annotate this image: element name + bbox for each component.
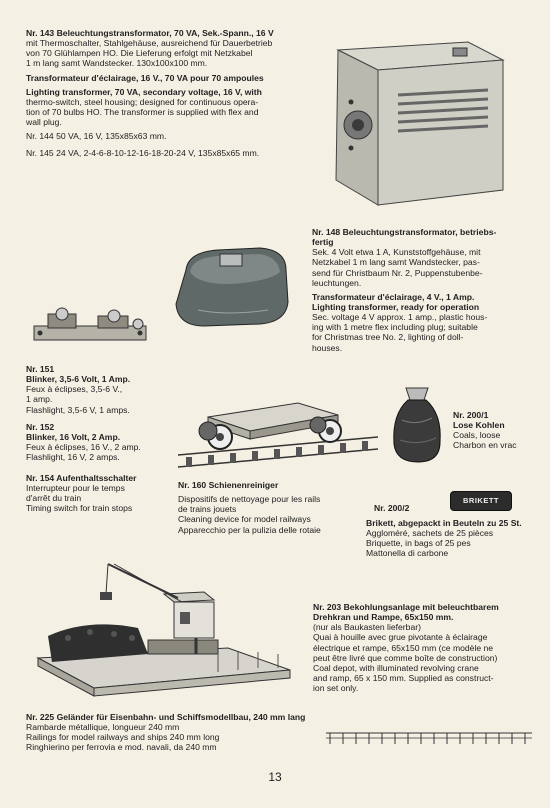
- item-148-line: Sek. 4 Volt etwa 1 A, Kunststoffgehäuse, mit: [312, 247, 481, 258]
- item-160-english: Cleaning device for model railways: [178, 514, 311, 525]
- item-154-heading: Nr. 154 Aufenthaltsschalter: [26, 473, 137, 483]
- item-143-line: mit Thermoschalter, Stahlgehäuse, ausreichend für Dauerbetrieb: [26, 38, 273, 49]
- item-225-english: Railings for model railways and ships 240 mm long: [26, 732, 220, 743]
- item-200-1-text: [453, 410, 543, 451]
- item-203-heading: Drehkran und Rampe, 65x150 mm.: [313, 612, 454, 623]
- item-225-italian: Ringhierino per ferrovia e mod. navali, da 240 mm: [26, 742, 217, 753]
- item-148-heading: fertig: [312, 237, 334, 248]
- item-200-2-french: Aggloméré, sachets de 25 pièces: [366, 528, 494, 539]
- item-203-english: Coal depot, with illuminated revolving crane: [313, 662, 479, 673]
- item-203-note: (nur als Baukasten lieferbar): [313, 622, 421, 633]
- item-148-line: send für Christbaum Nr. 2, Puppenstubenbe-: [312, 267, 483, 278]
- item-160-italian: Apparecchio per la pulizia delle rotaie: [178, 524, 321, 535]
- item-152-number: Nr. 152: [26, 422, 55, 432]
- item-151-french: 1 amp.: [26, 394, 53, 405]
- blinker-switch-image: [28, 300, 152, 350]
- item-148-line: leuchtungen.: [312, 277, 362, 288]
- item-203-english: ion set only.: [313, 683, 359, 694]
- transformer-143-image: [318, 30, 518, 220]
- item-144-variant: Nr. 144 50 VA, 16 V, 135x85x63 mm.: [26, 131, 167, 142]
- brikett-label: BRIKETT: [463, 496, 499, 505]
- item-151-heading: Blinker, 3,5-6 Volt, 1 Amp.: [26, 374, 131, 385]
- item-200-2-text: [366, 518, 546, 559]
- item-143-heading: Nr. 143 Beleuchtungstransformator, 70 VA, Sek.-Spann., 16 V: [26, 28, 274, 38]
- item-200-2-german: Brikett, abgepackt in Beuteln zu 25 St.: [366, 518, 522, 528]
- item-143-english: thermo-switch, steel housing; designed for continuous opera-: [26, 96, 259, 107]
- item-143-english: wall plug.: [26, 117, 62, 128]
- railing-image: [326, 730, 532, 746]
- item-151-text: [26, 364, 186, 415]
- item-200-1-french: Charbon en vrac: [453, 440, 517, 451]
- item-151-french: Feux à éclipses, 3,5-6 V.,: [26, 384, 123, 395]
- item-200-1-german: Lose Kohlen: [453, 420, 505, 431]
- item-143-line: 1 m lang samt Wandstecker. 130x100x100 mm.: [26, 58, 208, 69]
- item-203-text: [313, 602, 541, 693]
- item-160-text: [178, 480, 373, 535]
- item-148-french: Transformateur d'éclairage, 4 V., 1 Amp.: [312, 291, 475, 302]
- item-148-english: for Christmas tree No. 2, lighting of doll-: [312, 332, 464, 343]
- item-160-heading: Nr. 160 Schienenreiniger: [178, 480, 279, 490]
- item-143-line: von 70 Glühlampen HO. Die Lieferung erfolgt mit Netzkabel: [26, 48, 253, 59]
- item-200-1-english: Coals, loose: [453, 430, 501, 441]
- item-151-number: Nr. 151: [26, 364, 55, 374]
- item-160-french: Dispositifs de nettoyage pour les rails: [178, 494, 321, 505]
- item-154-french: d'arrêt du train: [26, 493, 82, 504]
- item-148-english: Lighting transformer, ready for operation: [312, 301, 480, 312]
- item-145-variant: Nr. 145 24 VA, 2-4-6-8-10-12-16-18-20-24 V, 135x85x65 mm.: [26, 148, 260, 159]
- item-160-french: de trains jouets: [178, 504, 237, 515]
- item-200-1-number: Nr. 200/1: [453, 410, 489, 420]
- brikett-packet-image: [450, 491, 512, 511]
- item-148-text: [312, 227, 532, 353]
- item-143-french: Transformateur d'éclairage, 16 V., 70 VA pour 70 ampoules: [26, 72, 264, 83]
- item-148-english: Sec. voltage 4 V approx. 1 amp., plastic hous-: [312, 312, 488, 323]
- rail-cleaner-image: [178, 375, 378, 475]
- item-154-text: [26, 473, 196, 514]
- item-200-2-number: Nr. 200/2: [374, 503, 410, 513]
- item-203-french: peut être livré que comme boîte de construction): [313, 652, 498, 663]
- item-225-heading: Nr. 225 Geländer für Eisenbahn- und Schiffsmodellbau, 240 mm lang: [26, 712, 306, 722]
- item-203-french: électrique et rampe, 65x150 mm (ce modèle ne: [313, 642, 494, 653]
- page-number: 13: [268, 770, 282, 784]
- transformer-148-image: [168, 240, 296, 332]
- item-203-heading: Nr. 203 Bekohlungsanlage mit beleuchtbarem: [313, 602, 499, 612]
- item-143-text: [26, 28, 316, 159]
- item-152-french: Feux à éclipses, 16 V., 2 amp.: [26, 442, 141, 453]
- item-148-english: ing with 1 metre flex including plug; suitable: [312, 322, 478, 333]
- item-225-french: Rambarde métallique, longueur 240 mm: [26, 722, 180, 733]
- item-225-text: [26, 712, 356, 753]
- item-154-french: Interrupteur pour le temps: [26, 483, 125, 494]
- item-203-french: Quai à houille avec grue pivotante à éclairage: [313, 632, 488, 643]
- item-154-english: Timing switch for train stops: [26, 503, 133, 514]
- item-151-english: Flashlight, 3,5-6 V, 1 amps.: [26, 404, 130, 415]
- item-152-english: Flashlight, 16 V, 2 amps.: [26, 452, 120, 463]
- coal-bag-image: [388, 384, 446, 464]
- item-143-english: tion of 70 bulbs HO. The transformer is supplied with flex and: [26, 106, 259, 117]
- item-152-heading: Blinker, 16 Volt, 2 Amp.: [26, 432, 121, 443]
- item-148-line: Netzkabel 1 m lang samt Wandstecker, pas-: [312, 257, 480, 268]
- item-148-english: houses.: [312, 342, 343, 353]
- item-200-2-english: Briquette, in bags of 25 pes: [366, 538, 471, 549]
- item-203-english: and ramp, 65 x 150 mm. Supplied as construct-: [313, 672, 494, 683]
- item-143-english: Lighting transformer, 70 VA, secondary voltage, 16 V, with: [26, 86, 262, 97]
- coal-depot-crane-image: [28, 558, 308, 700]
- item-148-heading: Nr. 148 Beleuchtungstransformator, betriebs-: [312, 227, 497, 237]
- item-200-2-italian: Mattonella di carbone: [366, 548, 449, 559]
- item-152-text: [26, 422, 186, 463]
